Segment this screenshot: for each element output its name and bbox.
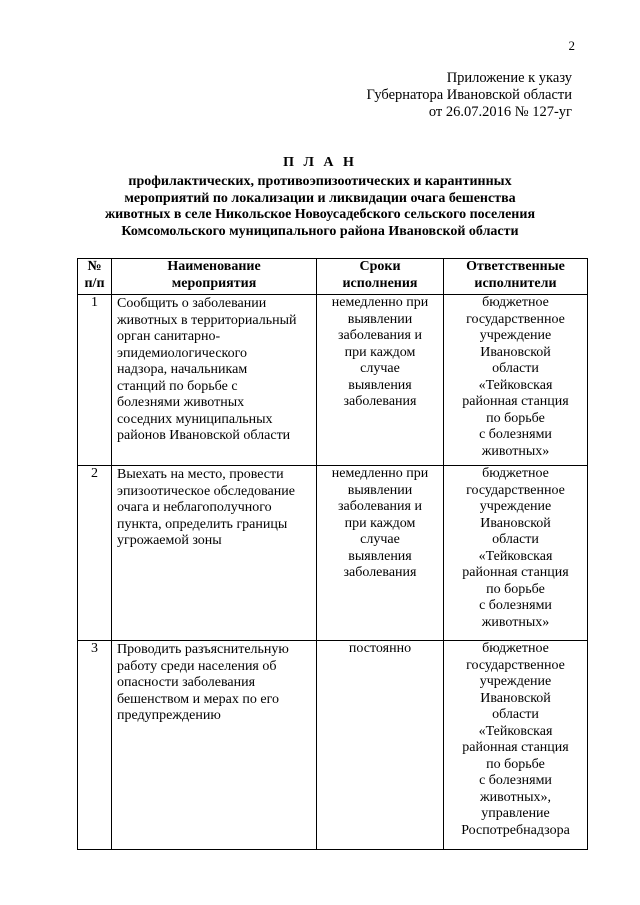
header-executor: Ответственные исполнители bbox=[444, 259, 588, 295]
table-row bbox=[78, 466, 588, 641]
plan-subtitle bbox=[0, 174, 640, 240]
header-number: № п/п bbox=[78, 259, 112, 295]
plan-title: П Л А Н bbox=[283, 155, 357, 170]
plan-subtitle-line: Комсомольского муниципального района Ивановской области bbox=[121, 223, 519, 239]
table-row bbox=[78, 641, 588, 850]
appendix-line: Губернатора Ивановской области bbox=[366, 87, 572, 103]
row-deadline: немедленно при выявлении заболевания и при каждом случае выявления заболевания bbox=[317, 295, 444, 466]
row-deadline: постоянно bbox=[317, 641, 444, 850]
page-number: 2 bbox=[568, 38, 575, 53]
appendix-line: от 26.07.2016 № 127-уг bbox=[428, 104, 572, 120]
header-deadline: Сроки исполнения bbox=[317, 259, 444, 295]
row-executor: бюджетное государственное учреждение Ивановской области «Тейковская районная станция по борьбе с болезнями животных», управление Роспотребнадзора bbox=[444, 641, 588, 850]
table-row bbox=[78, 295, 588, 466]
row-executor: бюджетное государственное учреждение Ивановской области «Тейковская районная станция по борьбе с болезнями животных» bbox=[444, 466, 588, 641]
header-event: Наименование мероприятия bbox=[112, 259, 317, 295]
row-event: Проводить разъяснительную работу среди населения об опасности заболевания бешенством и мерах по его предупреждению bbox=[112, 641, 317, 850]
appendix-line: Приложение к указу bbox=[446, 70, 572, 86]
plan-subtitle-line: животных в селе Никольское Новоусадебского сельского поселения bbox=[104, 207, 536, 222]
plan-table bbox=[77, 258, 588, 850]
row-event: Выехать на место, провести эпизоотическое обследование очага и неблагополучного пункта, определить границы угрожаемой зоны bbox=[112, 466, 317, 641]
table-header-row bbox=[78, 259, 588, 295]
appendix-note bbox=[367, 70, 572, 121]
row-number: 3 bbox=[78, 641, 112, 850]
row-number: 2 bbox=[78, 466, 112, 641]
plan-subtitle-line: профилактических, противоэпизоотических и карантинных bbox=[128, 174, 512, 189]
row-number: 1 bbox=[78, 295, 112, 466]
plan-subtitle-line: мероприятий по локализации и ликвидации очага бешенства bbox=[124, 190, 516, 206]
row-executor: бюджетное государственное учреждение Ивановской области «Тейковская районная станция по борьбе с болезнями животных» bbox=[444, 295, 588, 466]
row-deadline: немедленно при выявлении заболевания и при каждом случае выявления заболевания bbox=[317, 466, 444, 641]
row-event: Сообщить о заболевании животных в территориальный орган санитарно- эпидемиологического надзора, начальникам станций по борьбе с болезнями животных соседних муниципальных районов Ивановской области bbox=[112, 295, 317, 466]
